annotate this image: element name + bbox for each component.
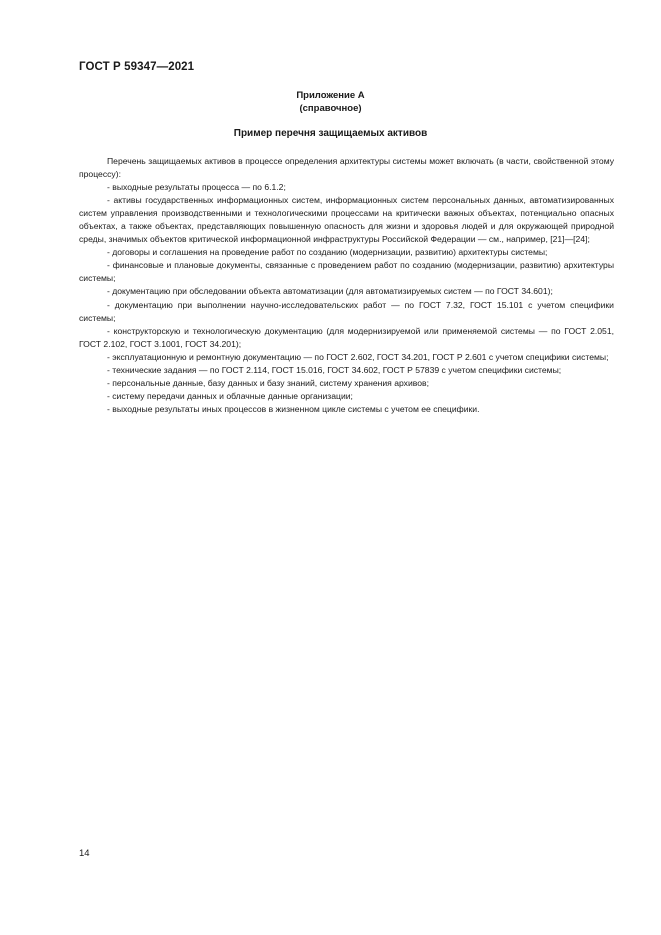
- section-title: Пример перечня защищаемых активов: [233, 128, 428, 139]
- list-item: - финансовые и плановые документы, связанные с проведением работ по созданию (модернизации, развитию) архитектуры системы;: [79, 260, 614, 284]
- list-item: - договоры и соглашения на проведение работ по созданию (модернизации, развитию) архитектуры системы;: [107, 247, 548, 258]
- list-item: - выходные результаты иных процессов в жизненном цикле системы с учетом ее специфики.: [107, 403, 480, 414]
- list-item: - документацию при выполнении научно-исследовательских работ — по ГОСТ 7.32, ГОСТ 15.101 с учетом специфики системы;: [79, 299, 614, 323]
- appendix-label: Приложение А: [296, 90, 365, 101]
- list-item: - персональные данные, базу данных и базу знаний, систему хранения архивов;: [107, 377, 429, 388]
- list-item: - систему передачи данных и облачные данные организации;: [107, 390, 353, 401]
- list-item: - технические задания — по ГОСТ 2.114, ГОСТ 15.016, ГОСТ 34.602, ГОСТ Р 57839 с учетом специфики системы;: [107, 364, 562, 375]
- appendix-heading: [0, 90, 661, 115]
- list-item: - эксплуатационную и ремонтную документацию — по ГОСТ 2.602, ГОСТ 34.201, ГОСТ Р 2.601 с учетом специфики системы;: [107, 351, 609, 362]
- list-item: - активы государственных информационных систем, информационных систем персональных данных, автоматизированных систем управления производственными и технологическими процессами на критически важных объектах, потенциально опасных объектах, а также объектах, представляющих повышенную опасность для жизни и здоровья людей и для окружающей природной среды, значимых объектов критической информационной инфраструктуры Российской Федерации — см., например, [21]—[24];: [79, 195, 614, 245]
- body-text: [79, 155, 614, 416]
- list-item: - документацию при обследовании объекта автоматизации (для автоматизируемых систем — по ГОСТ 34.601);: [107, 286, 553, 297]
- appendix-status: (справочное): [299, 102, 362, 114]
- list-item: - конструкторскую и технологическую документацию (для модернизируемой или применяемой системы — по ГОСТ 2.051, ГОСТ 2.102, ГОСТ 3.1001, ГОСТ 34.201);: [79, 325, 614, 349]
- page-number: 14: [79, 848, 90, 859]
- document-header-code: ГОСТ Р 59347—2021: [79, 61, 195, 73]
- intro-paragraph: Перечень защищаемых активов в процессе определения архитектуры системы может включать (в части, свойственной этому процессу):: [79, 156, 614, 180]
- list-item: - выходные результаты процесса — по 6.1.2;: [107, 182, 286, 193]
